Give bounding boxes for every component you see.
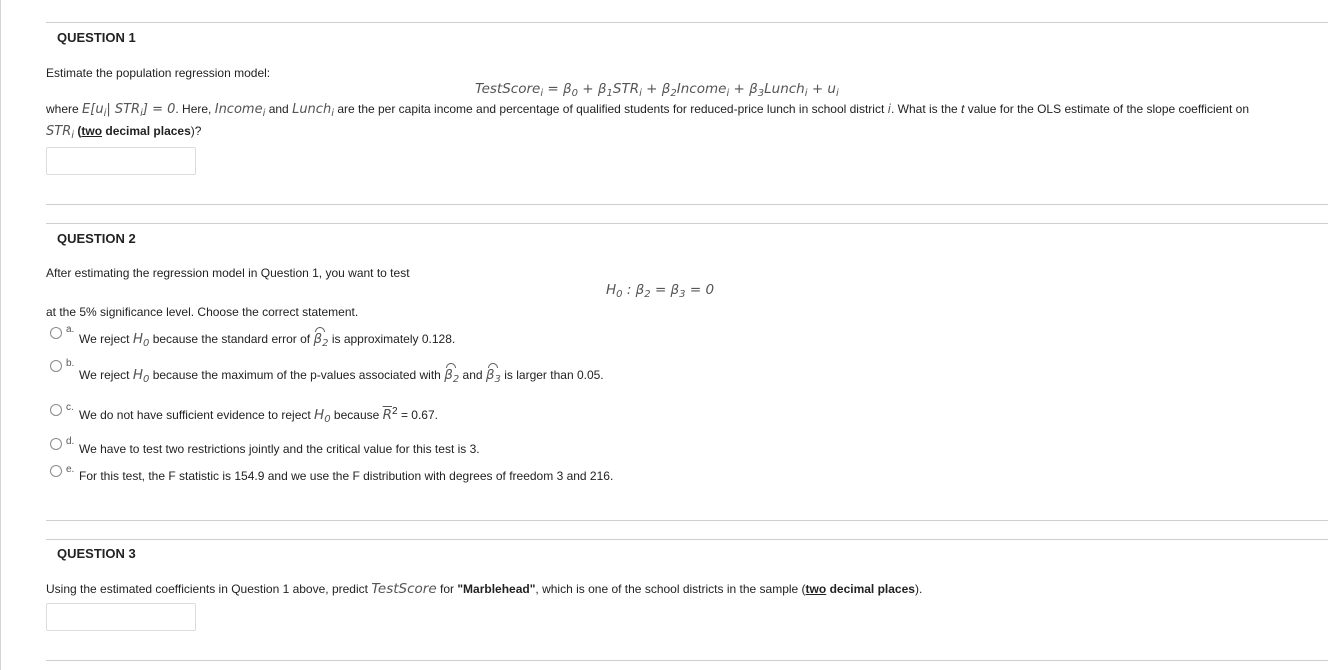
q2-option-a-letter: a. [66, 324, 75, 335]
q1-description: are the per capita income and percentage of qualified students for reduced-price lunch in school district [337, 102, 885, 116]
q2-bottom-divider [46, 520, 1328, 521]
q1-condition: $E[u_i|$ $STR_i] = 0$ [82, 102, 176, 119]
q2-option-b-radio[interactable] [50, 360, 62, 372]
q2-significance-text: at the 5% significance level. Choose the correct statement. [46, 305, 359, 319]
q1-bottom-divider [46, 204, 1328, 205]
q2-option-e-letter: e. [66, 464, 75, 475]
q2-option-d-text[interactable]: We have to test two restrictions jointly and the critical value for this test is 3. [79, 442, 480, 456]
q1-where: where [46, 102, 79, 116]
q2-option-e-radio[interactable] [50, 465, 62, 477]
q3-bottom-divider [46, 660, 1328, 661]
q2-null-hypothesis: $H_0$ : $\beta_2 = \beta_3 = 0$ [606, 282, 715, 300]
q1-answer-input[interactable] [46, 147, 196, 175]
q2-option-b-text[interactable]: We reject $H_0$ because the maximum of the p-values associated with $\beta_2$ and $\beta_3$ is larger than 0.05. [79, 367, 604, 385]
q2-option-a-radio[interactable] [50, 327, 62, 339]
q2-option-b-letter: b. [66, 358, 75, 369]
q3-title: QUESTION 3 [57, 546, 136, 561]
left-border [0, 0, 1, 670]
eq-testscore: TestScore [475, 81, 541, 97]
q2-option-c-letter: c. [66, 402, 74, 413]
q1-here: . Here, [175, 102, 212, 116]
q2-title: QUESTION 2 [57, 231, 136, 246]
q3-top-divider [46, 539, 1328, 540]
q1-regression-equation: TestScore$_i$ = $\beta_0 + \beta_1STR_i$ + $\beta_2Income_i$ + $\beta_3Lunch_i + u_i$ [475, 81, 839, 99]
q2-top-divider [46, 223, 1328, 224]
q2-intro: After estimating the regression model in Question 1, you want to test [46, 266, 410, 280]
q3-question: Using the estimated coefficients in Question 1 above, predict TestScore for "Marblehead", which is one of the school districts in the sample (two decimal places). [46, 581, 923, 597]
q1-top-divider [46, 22, 1328, 23]
q2-option-a-text[interactable]: We reject $H_0$ because the standard error of $\beta_2$ is approximately 0.128. [79, 331, 456, 349]
q3-answer-input[interactable] [46, 603, 196, 631]
q1-title: QUESTION 1 [57, 30, 136, 45]
q2-option-d-radio[interactable] [50, 438, 62, 450]
q1-question-line2: $STR_i$ (two decimal places)? [46, 124, 202, 141]
q2-option-e-text[interactable]: For this test, the F statistic is 154.9 and we use the F distribution with degrees of freedom 3 and 216. [79, 469, 614, 483]
q1-intro: Estimate the population regression model: [46, 66, 271, 80]
q2-option-c-text[interactable]: We do not have sufficient evidence to reject $H_0$ because $\overline{R}^2 = 0.67$. [79, 406, 438, 425]
q1-question-line1: where $E[u_i|$ $STR_i] = 0$. Here, Income$_i$ and Lunch$_i$ are the per capita income and percentage of qualified students for reduced-price lunch in school district i. What is the t value for the OLS estimate of the slope coefficient on [46, 102, 1249, 119]
q2-option-d-letter: d. [66, 436, 75, 447]
q2-option-c-radio[interactable] [50, 404, 62, 416]
